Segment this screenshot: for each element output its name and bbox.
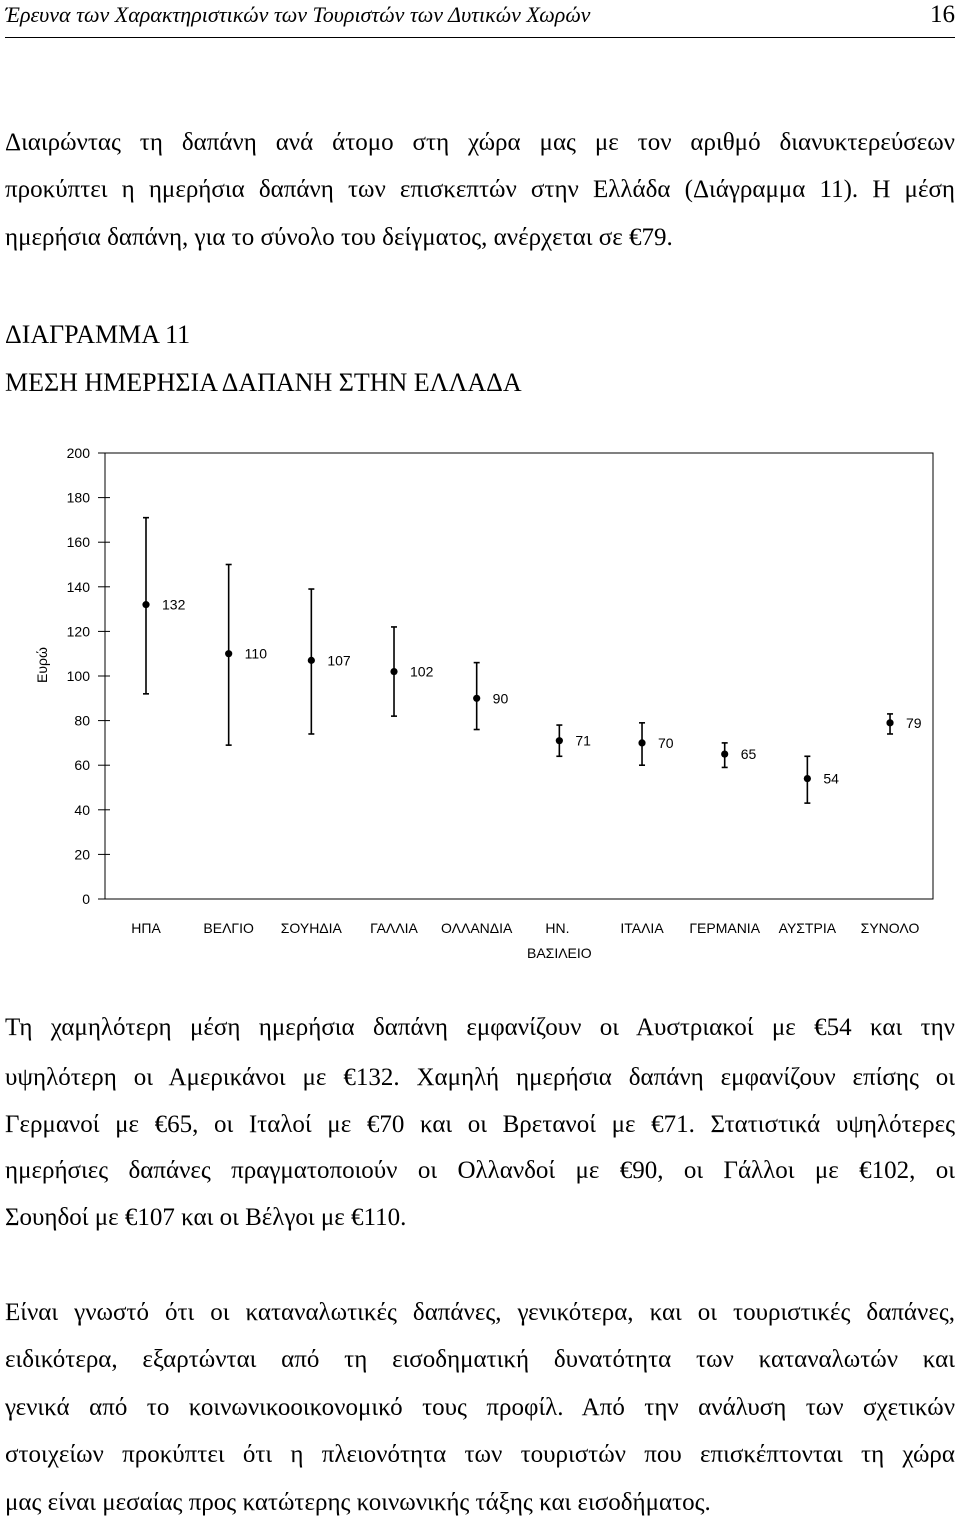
y-axis-title: Ευρώ xyxy=(34,647,50,683)
data-label: 132 xyxy=(162,596,186,613)
mean-marker xyxy=(721,750,728,757)
category-label: ΗΠΑ xyxy=(131,920,161,936)
paragraph-line: Είναι γνωστό ότι οι καταναλωτικές δαπάνες, γενικότερα, και οι τουριστικές δαπάνες, xyxy=(5,1299,955,1326)
paragraph-line: Γερμανοί με €65, οι Ιταλοί με €70 και οι Βρετανοί με €71. Στατιστικά υψηλότερες xyxy=(5,1111,955,1138)
y-tick-label: 140 xyxy=(66,578,90,595)
category-label: ΗΝ. ΒΑΣΙΛΕΙΟ xyxy=(526,920,592,961)
paragraph-line: μας είναι μεσαίας προς κατώτερης κοινωνικής τάξης και εισοδήματος. xyxy=(5,1489,711,1516)
mean-marker xyxy=(390,668,397,675)
mean-marker xyxy=(886,719,893,726)
figure-title: ΜΕΣΗ ΗΜΕΡΗΣΙΑ ΔΑΠΑΝΗ ΣΤΗΝ ΕΛΛΑΔΑ xyxy=(5,368,522,397)
paragraph-line: Τη χαμηλότερη μέση ημερήσια δαπάνη εμφανίζουν οι Αυστριακοί με €54 και την xyxy=(5,1014,955,1041)
data-label: 71 xyxy=(575,732,591,749)
mean-marker xyxy=(804,775,811,782)
paragraph-line: γενικά από το κοινωνικοοικονομικό τους προφίλ. Από την ανάλυση των σχετικών xyxy=(5,1394,955,1421)
mean-marker xyxy=(638,739,645,746)
paragraph-line: Διαιρώντας τη δαπάνη ανά άτομο στη χώρα μας με τον αριθμό διανυκτερεύσεων xyxy=(5,129,955,156)
page-number: 16 xyxy=(930,1,955,28)
y-tick-label: 100 xyxy=(66,668,90,684)
figure-label: ΔΙΑΓΡΑΜΜΑ 11 xyxy=(5,320,191,349)
mean-marker xyxy=(308,657,315,664)
category-label: ΒΕΛΓΙΟ xyxy=(203,920,254,936)
y-tick-label: 160 xyxy=(66,534,90,551)
data-label: 70 xyxy=(658,734,674,751)
data-label: 90 xyxy=(492,690,509,707)
data-label: 110 xyxy=(244,645,267,662)
data-label: 65 xyxy=(740,746,757,763)
paragraph-line: ημερήσια δαπάνη, για το σύνολο του δείγματος, ανέρχεται σε €79. xyxy=(5,224,673,251)
paragraph-line: ημερήσιες δαπάνες πραγματοποιούν οι Ολλανδοί με €90, οι Γάλλοι με €102, οι xyxy=(5,1157,955,1184)
data-label: 102 xyxy=(410,663,434,680)
category-label: ΟΛΛΑΝΔΙΑ xyxy=(440,920,513,936)
paragraph-line: στοιχείων προκύπτει ότι η πλειονότητα των τουριστών που επισκέπτονται τη χώρα xyxy=(5,1441,955,1468)
y-tick-label: 180 xyxy=(66,489,90,506)
mean-daily-spend-chart xyxy=(0,430,960,975)
category-label: ΙΤΑΛΙΑ xyxy=(620,920,664,936)
running-header-title: Έρευνα των Χαρακτηριστικών των Τουριστών των Δυτικών Χωρών xyxy=(5,2,591,27)
y-tick-label: 40 xyxy=(74,801,90,818)
y-tick-label: 200 xyxy=(66,445,90,461)
category-label: ΑΥΣΤΡΙΑ xyxy=(778,920,837,936)
category-label: ΣΟΥΗΔΙΑ xyxy=(280,920,342,936)
category-label: ΣΥΝΟΛΟ xyxy=(860,920,920,936)
header-rule xyxy=(5,37,955,38)
mean-marker xyxy=(225,650,232,657)
paragraph-line: ειδικότερα, εξαρτώνται από τη εισοδηματική δυνατότητα των καταναλωτών και xyxy=(5,1346,955,1373)
mean-marker xyxy=(556,737,563,744)
category-label: ΓΕΡΜΑΝΙΑ xyxy=(689,920,761,936)
data-label: 107 xyxy=(327,652,351,669)
paragraph-line: υψηλότερη οι Αμερικάνοι με €132. Χαμηλή ημερήσια δαπάνη εμφανίζουν επίσης οι xyxy=(5,1064,955,1091)
y-tick-label: 80 xyxy=(74,712,90,729)
mean-marker xyxy=(473,695,480,702)
paragraph-line: Σουηδοί με €107 και οι Βέλγοι με €110. xyxy=(5,1204,407,1231)
y-tick-label: 0 xyxy=(82,891,90,907)
data-label: 79 xyxy=(906,714,922,731)
mean-marker xyxy=(142,601,149,608)
paragraph-line: προκύπτει η ημερήσια δαπάνη των επισκεπτών στην Ελλάδα (Διάγραμμα 11). Η μέση xyxy=(5,176,955,203)
y-tick-label: 20 xyxy=(74,846,90,863)
data-label: 54 xyxy=(823,770,839,787)
y-tick-label: 60 xyxy=(74,757,90,774)
category-label: ΓΑΛΛΙΑ xyxy=(370,920,418,936)
y-tick-label: 120 xyxy=(66,623,90,640)
